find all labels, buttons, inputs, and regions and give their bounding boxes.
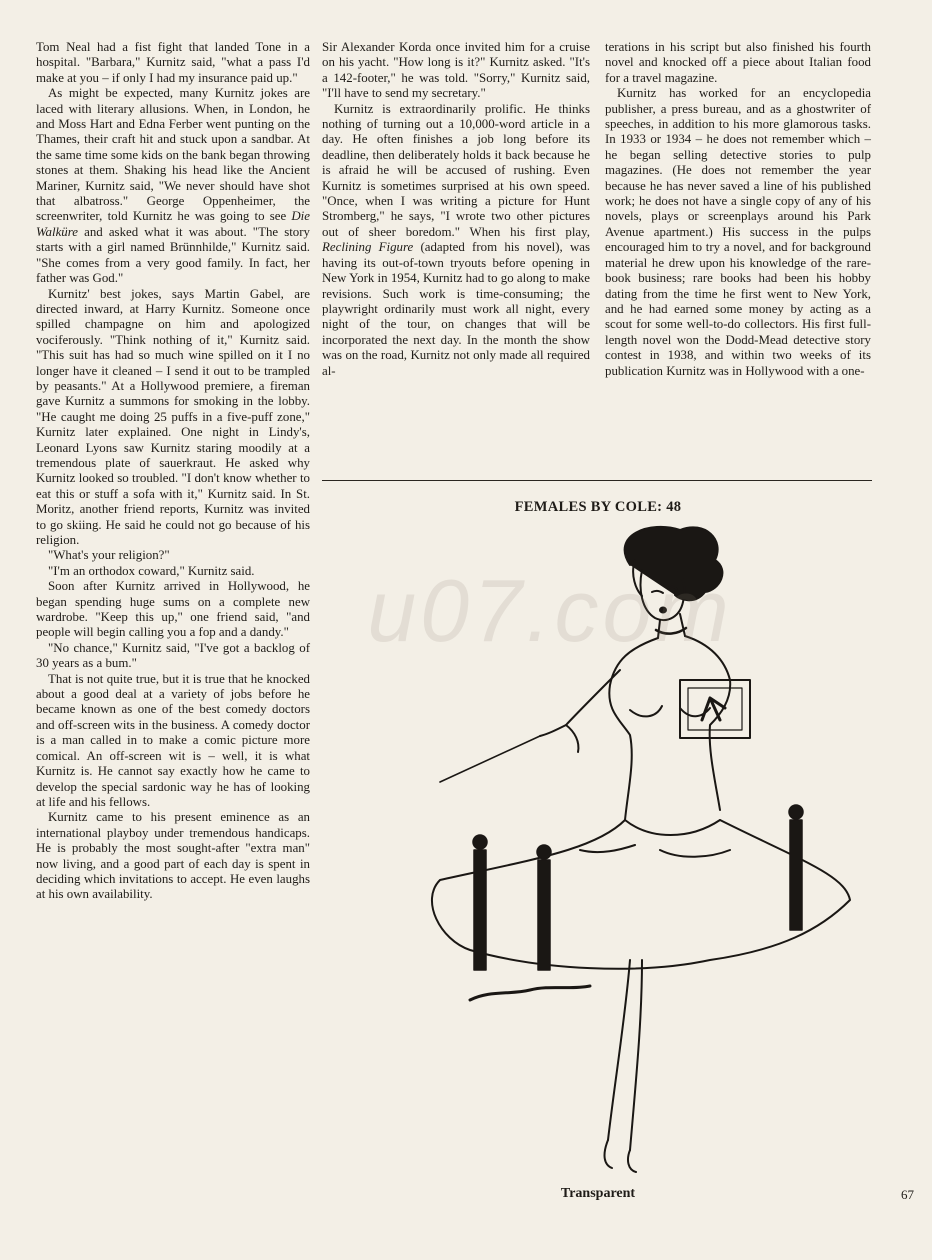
skirt [432, 820, 850, 969]
paragraph: Tom Neal had a fist fight that landed Tone in a hospital. "Barbara," Kurnitz said, "what a pass I'd make at you – if only I had my insurance paid up." [36, 40, 310, 85]
page-number: 67 [901, 1187, 914, 1202]
paragraph: Kurnitz is extraordinarily prolific. He thinks nothing of turning out a 10,000-word article in a day. He often finishes a job long before its deadline, then deliberately holds it back because he is afraid he will be accused of rushing. Even Kurnitz is sometimes surprised at his own speed. "Once, when I was writing a picture for Hunt Stromberg," he says, "I wrote two other pictures out of sheer boredom." When his first play, Reclining Figure (adapted from his novel), was having its out-of-town tryouts before opening in New York in 1954, Kurnitz had to go along to make revisions. Such work is time-consuming; the playwright ordinarily must work all night, every night of the tour, on changes that will be incorporated the next day. In the month the show was on the road, Kurnitz not only made all required al- [322, 101, 590, 378]
paragraph: "What's your religion?" [48, 548, 170, 563]
paragraph: That is not quite true, but it is true that he knocked about a good deal at a variety of jobs before he became known as one of the best comedy doctors and off-screen wits in the business. A comedy doctor is a man called in to make a comic picture more comical. An off-screen wit is – well, it is what Kurnitz is. He cannot say exactly how he came to develop the special sardonic way he has of looking at life and his fellows. [36, 671, 310, 809]
arm [540, 670, 620, 736]
paragraph: Sir Alexander Korda once invited him for a cruise on his yacht. "How long is it?" Kurnitz asked. "It's a 142-footer," he was told. "Sorry," Kurnitz said, "I'll have to send my secretary." [322, 40, 590, 101]
paragraph: terations in his script but also finished his fourth novel and knocked off a piece about Italian food for a travel magazine. [605, 40, 871, 85]
signature-scribble [470, 986, 590, 1000]
paragraph: "No chance," Kurnitz said, "I've got a backlog of 30 years as a bum." [36, 640, 310, 671]
paragraph: Soon after Kurnitz arrived in Hollywood, he began spending huge sums on a complete new wardrobe. "Keep this up," one friend said, "and people will begin calling you a fop and a dandy." [36, 579, 310, 640]
article-column-3 [605, 40, 871, 379]
paragraph: Kurnitz has worked for an encyclopedia publisher, a press bureau, and as a ghostwriter of speeches, in addition to his more glamorous tasks. In 1933 or 1934 – he does not remember which – he began selling detective stories to pulp magazines. (He does not remember the year because he has never saved a line of his published work; he does not have a single copy of any of his novels, plays or screenplays around his Park Avenue apartment.) His success in the pulps encouraged him to try a novel, and for background material he drew upon his knowledge of the rare-book business; rare books had been his hobby dating from the time he first went to New York, and he had earned some money by acting as a scout for some well-to-do collectors. His first full-length novel won the Dodd-Mead detective story contest in 1938, and within two weeks of its publication Kurnitz was in Hollywood with a one- [605, 86, 871, 378]
paragraph: As might be expected, many Kurnitz jokes are laced with literary allusions. When, in London, he and Moss Hart and Edna Ferber went punting on the Thames, their craft hit and stuck upon a sandbar. At the same time some kids on the bank began throwing stones at them. Shaking his head like the Ancient Mariner, Kurnitz said, "We never should have shot that albatross." George Oppenheimer, the screenwriter, told Kurnitz he was going to see Die Walküre and asked what it was about. "The story starts with a girl named Brünnhilde," Kurnitz said. "She comes from a very good family. In fact, her father was God." [36, 86, 310, 286]
torso [609, 638, 658, 820]
cartoon-caption: Transparent [560, 1186, 636, 1201]
watermark: u07.com [367, 561, 733, 660]
paragraph: Kurnitz' best jokes, says Martin Gabel, are directed inward, at Harry Kurnitz. Someone once spilled champagne on him and apologized vociferously. "Think nothing of it," Kurnitz said. "This suit has had so much wine spilled on it I no longer have it cleaned – I send it out to be trampled by peasants." At a Hollywood premiere, a fireman gave Kurnitz a summons for smoking in the lobby. "He caught me doing 25 puffs in a five-puff zone," Kurnitz later explained. One night in Lindy's, Leonard Lyons saw Kurnitz staring moodily at a tremendous plate of sauerkraut. He asked why Kurnitz looked so troubled. "I don't know whether to eat this or stuff a sofa with it," Kurnitz said. In St. Moritz, another friend reports, Kurnitz was invited to go skiing. He said he could not go because of his religion. [36, 286, 310, 547]
cigarette-holder [440, 736, 540, 782]
cartoon-illustration [380, 520, 870, 1180]
legs [608, 960, 642, 1150]
column-divider [322, 480, 872, 481]
paragraph: Kurnitz came to his present eminence as an international playboy under tremendous handicaps. He is probably the most sought-after "extra man" now living, and a good part of each day is spent in deciding which invitations to accept. He even laughs at his own availability. [36, 810, 310, 902]
article-column-1 [36, 40, 310, 903]
cartoon-title: FEMALES BY COLE: 48 [514, 499, 682, 515]
article-column-2 [322, 40, 590, 379]
paragraph: "I'm an orthodox coward," Kurnitz said. [48, 563, 255, 578]
hair [625, 527, 723, 600]
